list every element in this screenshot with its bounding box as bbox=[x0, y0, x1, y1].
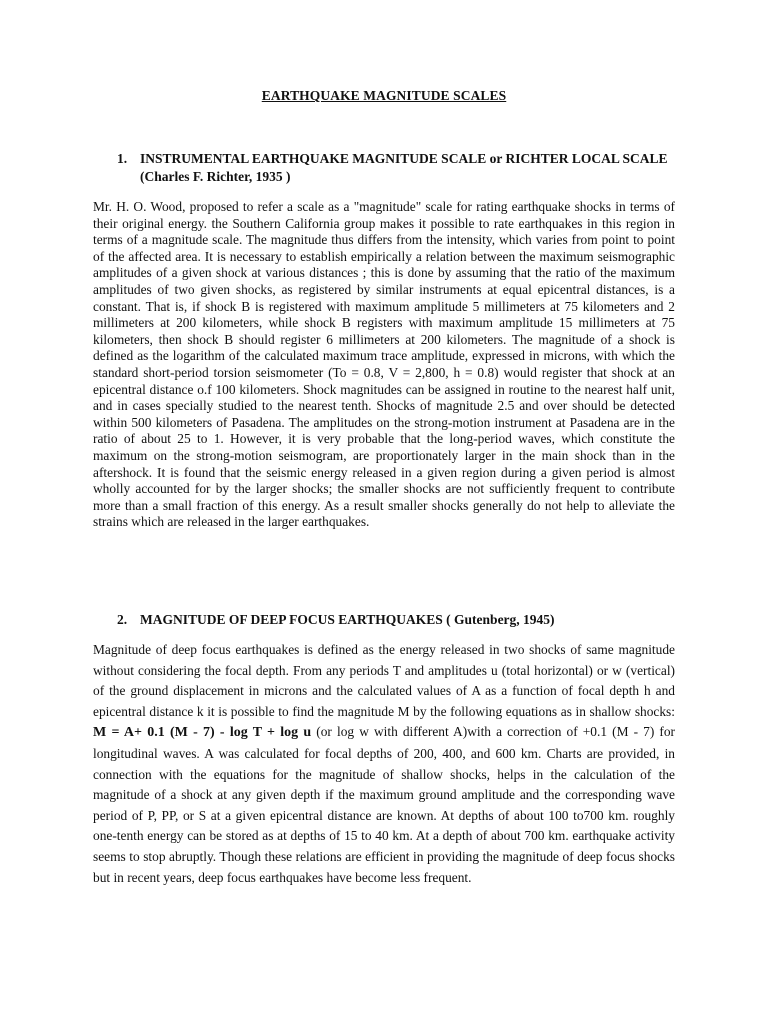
section-2-paragraph bbox=[93, 640, 675, 888]
magnitude-equation: M = A+ 0.1 (M - 7) - log T + log u bbox=[93, 725, 312, 741]
section-2-number: 2. bbox=[117, 612, 128, 627]
section-1-heading bbox=[117, 150, 677, 186]
section-2-paragraph-part-2: (or log w with different A)with a correction of +0.1 (M - 7) for longitudinal waves. A was calculated for focal depths of 200, 400, and 600 km. Charts are provided, in connection with the equations for the magnitude of shallow shocks, helps in the calculation of the magnitude of a shock at any given depth if the maximum ground amplitude and the corresponding wave period of P, PP, or S at a given epicentral distance are known. At depths of about 100 to700 km. roughly one-tenth energy can be stored as at depths of 15 to 40 km. At a depth of about 700 km. earthquake activity seems to stop abruptly. Though these relations are efficient in providing the magnitude of deep focus shocks but in recent years, deep focus earthquakes have become less frequent. bbox=[93, 724, 675, 885]
section-1-paragraph: Mr. H. O. Wood, proposed to refer a scale as a "magnitude" scale for rating earthquake shocks in terms of their original energy. the Southern California group makes it possible to rate earthquakes in this region in terms of a magnitude scale. The magnitude thus differs from the intensity, which varies from point to point of the affected area. It is necessary to establish empirically a relation between the maximum seismographic amplitudes of a given shock at various distances ; this is done by assuming that the ratio of the maximum amplitudes of two given shocks, as registered by similar instruments at equal epicentral distances, is a constant. That is, if shock B is registered with maximum amplitude 5 millimeters at 75 kilometers and 2 millimeters at 200 kilometers, while shock B registers with maximum amplitude 15 millimeters at 75 kilometers, then shock B should register 6 millimeters at 200 kilometers. The magnitude of a shock is defined as the logarithm of the calculated maximum trace amplitude, expressed in microns, with which the standard short-period torsion seismometer (To = 0.8, V = 2,800, h = 0.8) would register that shock at an epicentral distance o.f 100 kilometers. Shock magnitudes can be assigned in routine to the nearest half unit, and in cases specially studied to the nearest tenth. Shocks of magnitude 2.5 and over should be detected within 500 kilometers of Pasadena. The amplitudes on the strong-motion instrument at Pasadena are in the ratio of about 25 to 1. However, it is very probable that the long-period waves, which constitute the maximum on the strong-motion seismogram, are proportionately larger in the main shock than in the aftershock. It is found that the seismic energy released in a given region during a given period is almost wholly accounted for by the larger shocks; the smaller shocks are not sufficiently frequent to contribute more than a small fraction of this energy. As a result smaller shocks generally do not help to alleviate the strains which are released in the larger earthquakes. bbox=[93, 199, 675, 530]
section-2-heading-text: MAGNITUDE OF DEEP FOCUS EARTHQUAKES ( Gutenberg, 1945) bbox=[140, 612, 555, 627]
section-1-heading-text: INSTRUMENTAL EARTHQUAKE MAGNITUDE SCALE or RICHTER LOCAL SCALE (Charles F. Richter, 1935 ) bbox=[140, 151, 668, 184]
document-title: EARTHQUAKE MAGNITUDE SCALES bbox=[261, 88, 507, 103]
section-2-heading bbox=[117, 611, 677, 629]
section-2-paragraph-part-1: Magnitude of deep focus earthquakes is defined as the energy released in two shocks of same magnitude without considering the focal depth. From any periods T and amplitudes u (total horizontal) or w (vertical) of the ground displacement in microns and the calculated values of A as a function of focal depth h and epicentral distance k it is possible to find the magnitude M by the following equations as in shallow shocks: bbox=[93, 642, 675, 719]
section-1-number: 1. bbox=[117, 151, 128, 166]
